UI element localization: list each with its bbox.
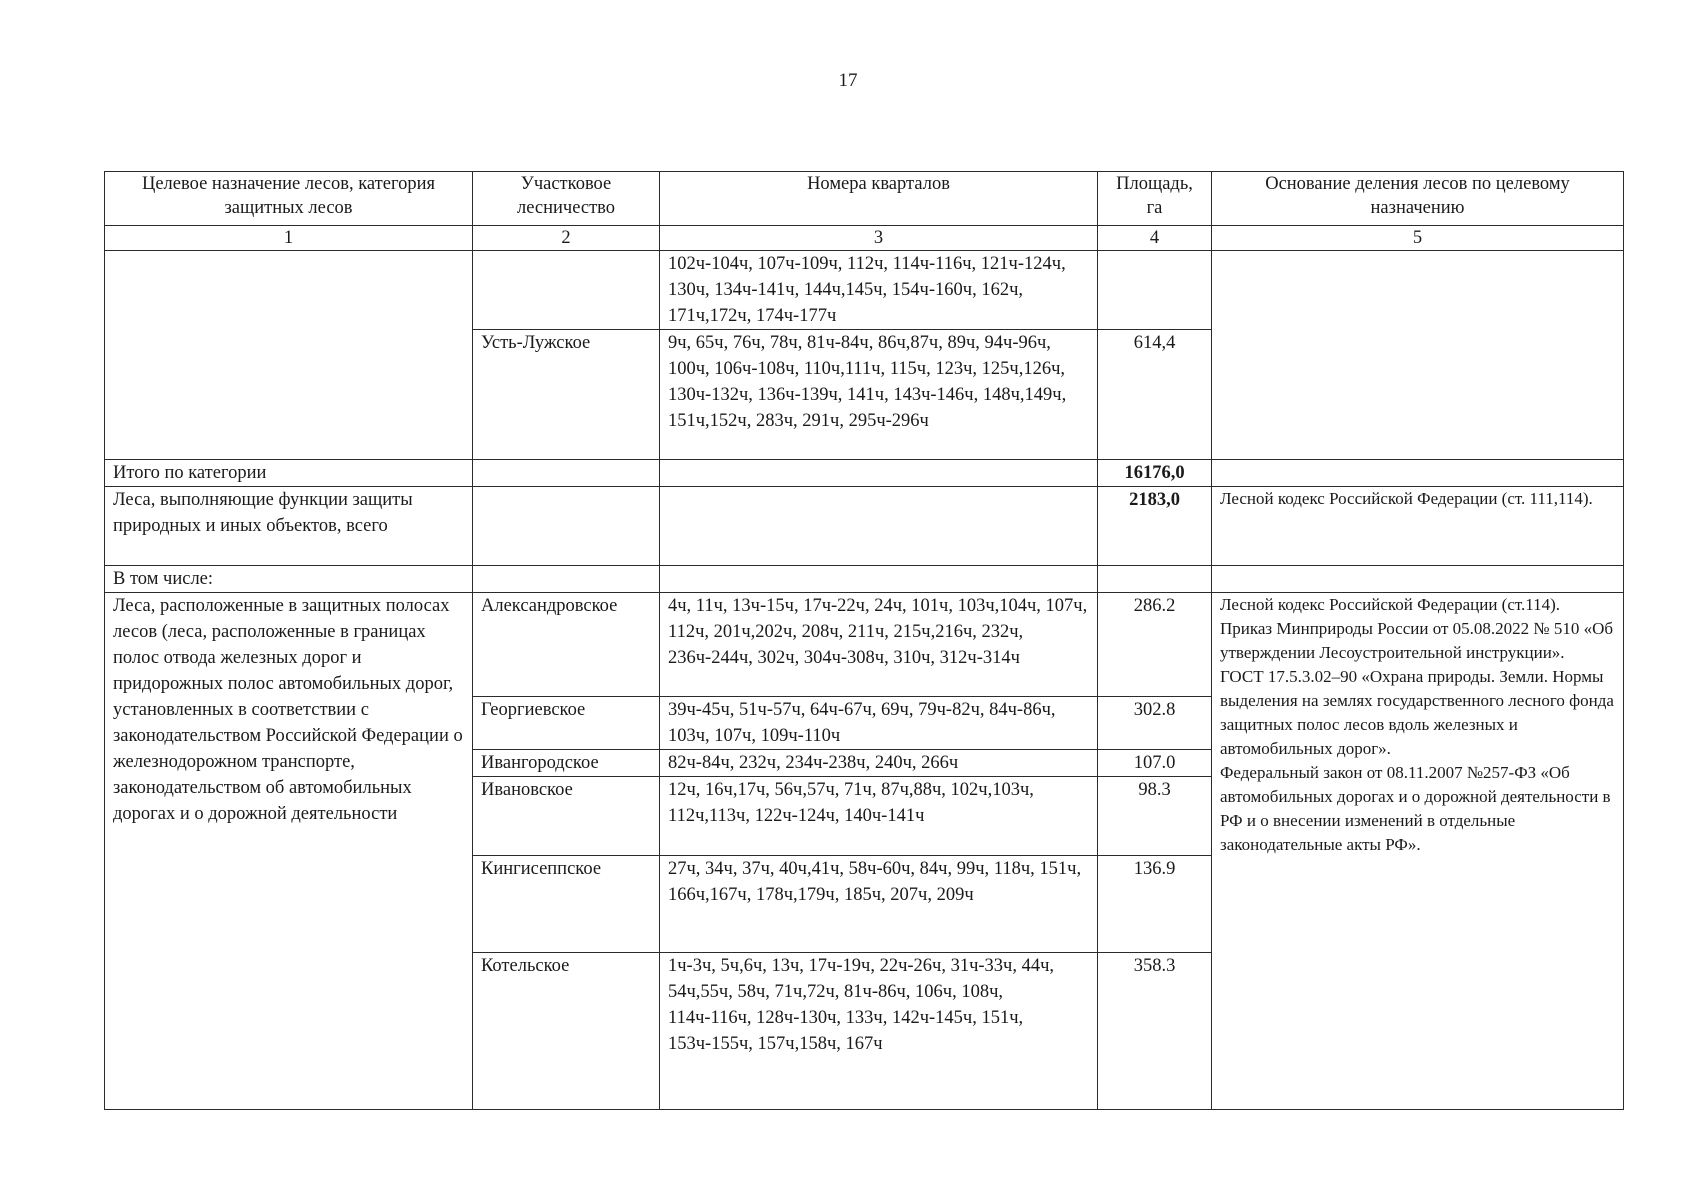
forest-allocation-table xyxy=(104,171,1624,1110)
quarters-cell: 82ч-84ч, 232ч, 234ч-238ч, 240ч, 266ч xyxy=(660,750,1098,777)
including-label: В том числе: xyxy=(105,566,473,593)
quarters-cell: 12ч, 16ч,17ч, 56ч,57ч, 71ч, 87ч,88ч, 102ч,103ч, 112ч,113ч, 122ч-124ч, 140ч-141ч xyxy=(660,777,1098,856)
page-number: 17 xyxy=(838,70,858,91)
quarters-cell: 102ч-104ч, 107ч-109ч, 112ч, 114ч-116ч, 121ч-124ч, 130ч, 134ч-141ч, 144ч,145ч, 154ч-160ч, 162ч, 171ч,172ч, 174ч-177ч xyxy=(660,251,1098,330)
header-quarters: Номера кварталов xyxy=(660,172,1098,226)
forestry-cell-empty xyxy=(473,251,660,330)
quarters-cell: 4ч, 11ч, 13ч-15ч, 17ч-22ч, 24ч, 101ч, 103ч,104ч, 107ч, 112ч, 201ч,202ч, 208ч, 211ч, 215ч,216ч, 232ч, 236ч-244ч, 302ч, 304ч-308ч, 310ч, 312ч-314ч xyxy=(660,593,1098,697)
column-number: 3 xyxy=(660,226,1098,251)
area-cell: 107.0 xyxy=(1098,750,1212,777)
empty-cell xyxy=(660,566,1098,593)
forestry-cell: Ивангородское xyxy=(473,750,660,777)
forestry-cell: Георгиевское xyxy=(473,697,660,750)
basis-cell-empty xyxy=(1212,251,1624,460)
empty-cell xyxy=(473,566,660,593)
empty-cell xyxy=(1098,566,1212,593)
column-number-row xyxy=(105,226,1624,251)
table-row xyxy=(105,251,1624,330)
forestry-cell: Усть-Лужское xyxy=(473,330,660,460)
category-total-label: Итого по категории xyxy=(105,460,473,487)
area-cell: 136.9 xyxy=(1098,856,1212,953)
header-area: Площадь, га xyxy=(1098,172,1212,226)
header-basis: Основание деления лесов по целевому назначению xyxy=(1212,172,1624,226)
column-number: 1 xyxy=(105,226,473,251)
quarters-cell: 39ч-45ч, 51ч-57ч, 64ч-67ч, 69ч, 79ч-82ч, 84ч-86ч, 103ч, 107ч, 109ч-110ч xyxy=(660,697,1098,750)
column-number: 2 xyxy=(473,226,660,251)
protection-row xyxy=(105,487,1624,566)
strips-label: Леса, расположенные в защитных полосах лесов (леса, расположенные в границах полос отвода железных дорог и придорожных полос автомобильных дорог, установленных в соответствии с законодательством Российской Федерации о железнодорожном транспорте, законодательством об автомобильных дорогах и о дорожной деятельности xyxy=(105,593,473,1110)
quarters-cell: 9ч, 65ч, 76ч, 78ч, 81ч-84ч, 86ч,87ч, 89ч, 94ч-96ч, 100ч, 106ч-108ч, 110ч,111ч, 115ч, 123ч, 125ч,126ч, 130ч-132ч, 136ч-139ч, 141ч, 143ч-146ч, 148ч,149ч, 151ч,152ч, 283ч, 291ч, 295ч-296ч xyxy=(660,330,1098,460)
empty-cell xyxy=(1212,566,1624,593)
area-cell: 358.3 xyxy=(1098,953,1212,1110)
header-forestry: Участковое лесничество xyxy=(473,172,660,226)
header-purpose: Целевое назначение лесов, категория защитных лесов xyxy=(105,172,473,226)
quarters-cell: 1ч-3ч, 5ч,6ч, 13ч, 17ч-19ч, 22ч-26ч, 31ч-33ч, 44ч, 54ч,55ч, 58ч, 71ч,72ч, 81ч-86ч, 106ч, 108ч, 114ч-116ч, 128ч-130ч, 133ч, 142ч-145ч, 151ч, 153ч-155ч, 157ч,158ч, 167ч xyxy=(660,953,1098,1110)
area-cell: 302.8 xyxy=(1098,697,1212,750)
protection-label: Леса, выполняющие функции защиты природных и иных объектов, всего xyxy=(105,487,473,566)
quarters-cell: 27ч, 34ч, 37ч, 40ч,41ч, 58ч-60ч, 84ч, 99ч, 118ч, 151ч, 166ч,167ч, 178ч,179ч, 185ч, 207ч, 209ч xyxy=(660,856,1098,953)
column-number: 4 xyxy=(1098,226,1212,251)
area-cell: 286.2 xyxy=(1098,593,1212,697)
column-number: 5 xyxy=(1212,226,1624,251)
protection-area: 2183,0 xyxy=(1098,487,1212,566)
table-header-row xyxy=(105,172,1624,226)
table-row xyxy=(105,593,1624,697)
forestry-cell: Ивановское xyxy=(473,777,660,856)
forestry-cell: Котельское xyxy=(473,953,660,1110)
empty-cell xyxy=(1212,460,1624,487)
purpose-cell-empty xyxy=(105,251,473,460)
strips-basis: Лесной кодекс Российской Федерации (ст.114). Приказ Минприроды России от 05.08.2022 № 510 «Об утверждении Лесоустроительной инструкции». ГОСТ 17.5.3.02–90 «Охрана природы. Земли. Нормы выделения на землях государственного лесного фонда защитных полос лесов вдоль железных и автомобильных дорог». Федеральный закон от 08.11.2007 №257-ФЗ «Об автомобильных дорогах и о дорожной деятельности в РФ и о внесении изменений в отдельные законодательные акты РФ». xyxy=(1212,593,1624,1110)
area-cell-empty xyxy=(1098,251,1212,330)
category-total-row xyxy=(105,460,1624,487)
forestry-cell: Кингисеппское xyxy=(473,856,660,953)
area-cell: 614,4 xyxy=(1098,330,1212,460)
area-cell: 98.3 xyxy=(1098,777,1212,856)
empty-cell xyxy=(473,487,660,566)
empty-cell xyxy=(660,487,1098,566)
empty-cell xyxy=(473,460,660,487)
category-total-area: 16176,0 xyxy=(1098,460,1212,487)
protection-basis: Лесной кодекс Российской Федерации (ст. 111,114). xyxy=(1212,487,1624,566)
empty-cell xyxy=(660,460,1098,487)
forestry-cell: Александровское xyxy=(473,593,660,697)
including-row xyxy=(105,566,1624,593)
